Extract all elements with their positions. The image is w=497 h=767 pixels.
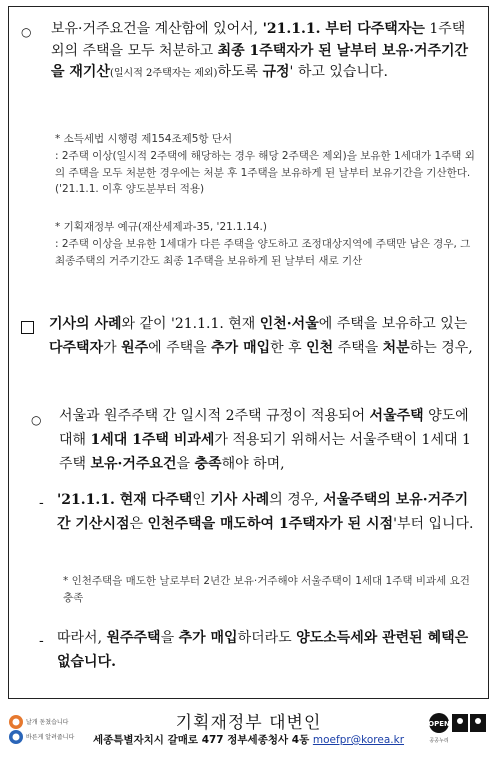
svg-text:바른게 알려줍니다: 바른게 알려줍니다 xyxy=(26,734,75,741)
bullet-circle: ○ xyxy=(31,413,42,427)
section4-paragraph: '21.1.1. 현재 다주택인 기사 사례의 경우, 서울주택의 보유·거주기간 기산시점은 인천주택을 매도하여 1주택자가 된 시점'부터 입니다. xyxy=(57,492,474,532)
section2-paragraph: 기사의 사례와 같이 '21.1.1. 현재 인천·서울에 주택을 보유하고 있는 다주택자가 원주에 주택을 추가 매입한 후 인천 주택을 처분하는 경우, xyxy=(49,316,473,356)
email-link[interactable]: moefpr@korea.kr xyxy=(312,734,405,746)
svg-text:OPEN: OPEN xyxy=(428,720,450,728)
dash-bullet: - xyxy=(39,633,44,649)
square-bullet xyxy=(21,321,34,334)
footnote-2 xyxy=(55,219,481,269)
footer xyxy=(0,702,497,767)
press-release-page xyxy=(8,6,489,699)
svg-text:공공누리: 공공누리 xyxy=(429,738,449,744)
section1-paragraph: 보유·거주요건을 계산함에 있어서, '21.1.1. 부터 다주택자는 1주택 외의 주택을 모두 처분하고 최종 1주택자가 된 날부터 보유·거주기간을 재기산(일시적 2주택자는 제외)하도록 규정' 하고 있습니다. xyxy=(51,21,469,81)
section5-paragraph: 따라서, 원주주택을 추가 매입하더라도 양도소득세와 관련된 혜택은 없습니다. xyxy=(57,630,469,670)
footnote-3: * 인천주택을 매도한 날로부터 2년간 보유·거주해야 서울주택이 1세대 1주택 비과세 요건 충족 xyxy=(63,575,470,604)
footer-title: 기획재정부 대변인 xyxy=(175,713,322,733)
footnote-1-title: * 소득세법 시행령 제154조제5항 단서 xyxy=(55,133,233,145)
dash-bullet: - xyxy=(39,495,44,511)
bullet-circle: ○ xyxy=(21,25,32,39)
svg-text:날개 돋쳤습니다: 날개 돋쳤습니다 xyxy=(26,719,69,726)
footnote-2-body: : 2주택 이상을 보유한 1세대가 다른 주택을 양도하고 조정대상지역에 주택만 남은 경우, 그 최종주택의 거주기간도 최종 1주택을 보유하게 된 날부터 새로 기산 xyxy=(55,237,471,267)
open-license-logo xyxy=(428,710,490,746)
footnote-1-body: : 2주택 이상(일시적 2주택에 해당하는 경우 해당 2주택은 제외)을 보유한 1세대가 1주택 외의 주택을 모두 처분한 경우에는 처분 후 1주택을 보유하게 된 날부터 보유기간을 기산한다.('21.1.1. 이후 양도분부터 적용) xyxy=(55,149,475,196)
footnote-1 xyxy=(55,131,481,198)
footer-address: 세종특별자치시 갈매로 477 정부세종청사 4동 moefpr@korea.kr xyxy=(92,734,405,746)
footnote-2-title: * 기획재정부 예규(재산세제과-35, '21.1.14.) xyxy=(55,221,267,233)
section3-paragraph: 서울과 원주주택 간 일시적 2주택 규정이 적용되어 서울주택 양도에 대해 1세대 1주택 비과세가 적용되기 위해서는 서울주택이 1세대 1주택 보유·거주요건을 충족해야 하며, xyxy=(59,408,471,472)
